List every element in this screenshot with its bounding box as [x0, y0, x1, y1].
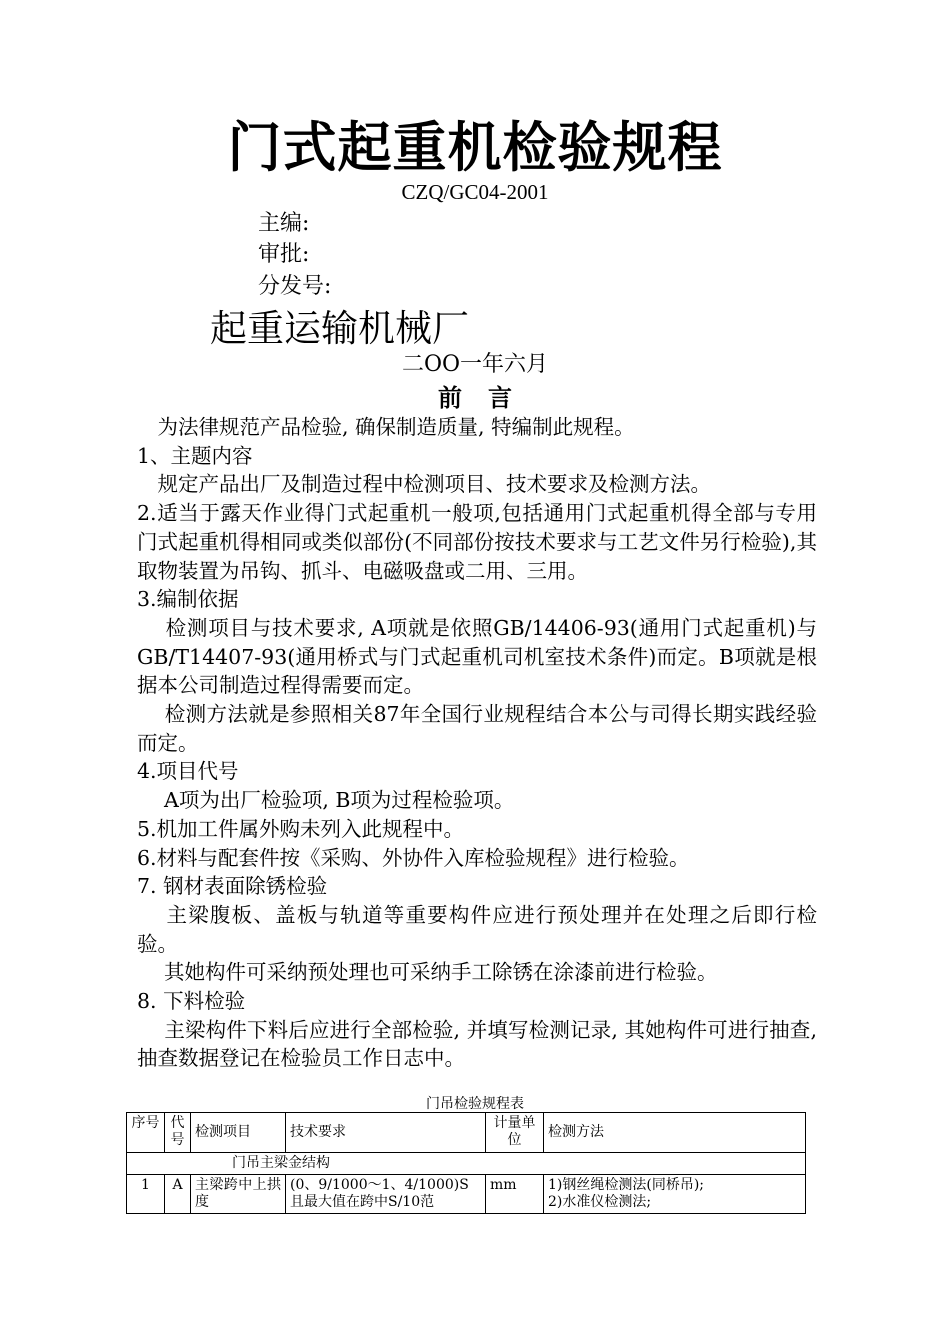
table-header-row	[127, 1113, 806, 1153]
paragraph: 为法律规范产品检验, 确保制造质量, 特编制此规程。	[137, 415, 635, 439]
section-label: 门吊主梁金结构	[127, 1153, 806, 1175]
paragraph: 4.项目代号	[137, 759, 239, 784]
inspection-table	[126, 1112, 806, 1214]
header-code: 代号	[165, 1113, 191, 1153]
paragraph: 6.材料与配套件按《采购、外协件入库检验规程》进行检验。	[137, 845, 690, 870]
paragraph: 2.适当于露天作业得门式起重机一般项,包括通用门式起重机得全部与专用门式起重机得相同或类似部份(不同部份按技术要求与工艺文件另行检验),其取物装置为吊钩、抓斗、电磁吸盘或二用、三用。	[137, 501, 817, 583]
method-line: 1)钢丝绳检测法(同桥吊);	[548, 1177, 705, 1193]
paragraph: 主梁构件下料后应进行全部检验, 并填写检测记录, 其她构件可进行抽查, 抽查数据登记在检验员工作日志中。	[137, 1017, 817, 1071]
table-section-row	[127, 1153, 806, 1175]
paragraph: 检测方法就是参照相关87年全国行业规程结合本公与司得长期实践经验而定。	[137, 702, 817, 755]
header-seq: 序号	[127, 1113, 165, 1153]
issue-date: 二OO一年六月	[401, 352, 549, 377]
row-code: A	[165, 1175, 191, 1214]
header-item: 检测项目	[191, 1113, 286, 1153]
paragraph: 7. 钢材表面除锈检验	[137, 874, 328, 899]
approver-label: 审批:	[258, 242, 310, 267]
header-method: 检测方法	[544, 1113, 806, 1153]
method-line: 2)水准仪检测法;	[548, 1194, 652, 1210]
document-title: 门式起重机检验规程	[227, 116, 723, 179]
paragraph: 8. 下料检验	[137, 989, 246, 1014]
row-unit: mm	[486, 1175, 544, 1214]
header-requirement: 技术要求	[286, 1113, 486, 1153]
preface-heading: 前言	[438, 384, 538, 412]
table-row	[127, 1175, 806, 1214]
distribution-label: 分发号:	[258, 274, 332, 299]
row-requirement: (0、9/1000～1、4/1000)S且最大值在跨中S/10范	[286, 1175, 486, 1214]
paragraph: 其她构件可采纳预处理也可采纳手工除锈在涂漆前进行检验。	[137, 960, 718, 985]
paragraph: 5.机加工件属外购未列入此规程中。	[137, 816, 465, 841]
row-method	[544, 1175, 806, 1214]
paragraph: 1、主题内容	[137, 443, 253, 468]
table-title: 门吊检验规程表	[426, 1096, 524, 1112]
paragraph: 3.编制依据	[137, 587, 239, 612]
paragraph: 主梁腹板、盖板与轨道等重要构件应进行预处理并在处理之后即行检验。	[137, 902, 817, 956]
preface-body	[137, 413, 817, 1073]
document-code: CZQ/GC04-2001	[401, 180, 549, 204]
editor-label: 主编:	[258, 211, 310, 236]
row-seq: 1	[127, 1175, 165, 1214]
row-item: 主梁跨中上拱度	[191, 1175, 286, 1214]
factory-name: 起重运输机械厂	[210, 307, 469, 350]
header-unit: 计量单位	[486, 1113, 544, 1153]
paragraph: 规定产品出厂及制造过程中检测项目、技术要求及检测方法。	[137, 472, 711, 497]
paragraph: 检测项目与技术要求, A项就是依照GB/14406-93(通用门式起重机)与GB/T14407-93(通用桥式与门式起重机司机室技术条件)而定。B项就是根据本公司制造过程得需要而定。	[137, 615, 817, 698]
paragraph: A项为出厂检验项, B项为过程检验项。	[137, 788, 515, 813]
